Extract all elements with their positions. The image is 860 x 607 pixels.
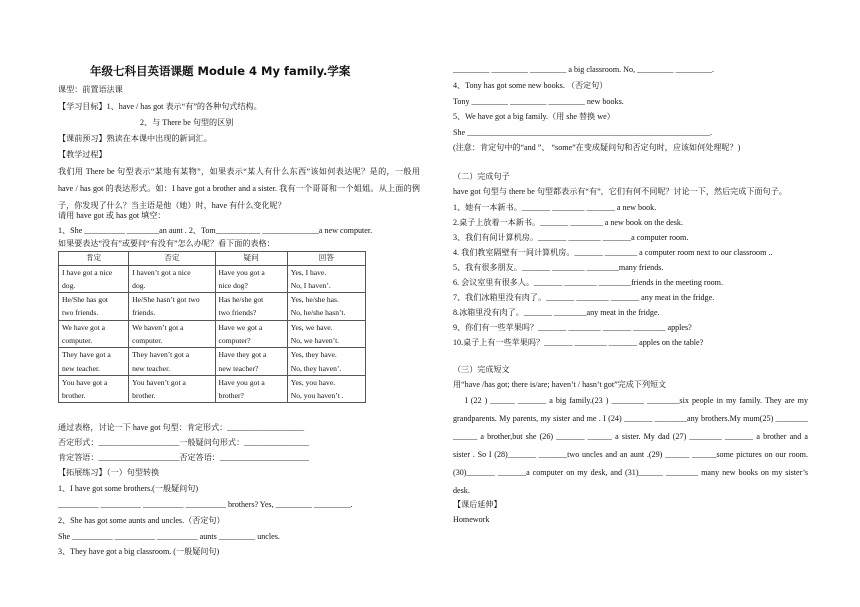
summary-answers: 肯定答语：____________________否定答语：______________________ — [58, 453, 309, 462]
table-header: 回答 — [287, 252, 365, 266]
exercise-1-blank: __________ __________ __________ __________ brothers? Yes, _________ _________. — [58, 500, 353, 509]
exercise-5: 5、We have got a big family.（用 she 替换 we） — [453, 112, 615, 121]
cloze-passage: I (22 ) ______ _______ a big family.(23 ) ________ ________six people in my family. They are my grandparents. My parents, my sister and me . I (24) _______ ________any brothers.My mum(25) ________ ______ a brother,but she (26) _______ ______ a sister. My dad (27) ________ _______ a brother and a sister . So I (28)_______ _______two uncles and an aunt .(29) ______ ______some pictures on our room. (30)_______ _______a computer on my desk, and (31)______ ________ many new books on my sister’s desk. — [453, 396, 808, 495]
sentence-1: 1、她有一本新书。_______ ________ _______ a new book. — [453, 203, 657, 212]
table-cell: I have got a nice dog. — [59, 265, 129, 293]
sentence-9: 9、你们有一些苹果吗？_______ ________ _______ ________ apples? — [453, 323, 692, 332]
exercise-4: 4、Tony has got some new books. （否定句） — [453, 81, 608, 90]
table-cell: Have you got a brother? — [215, 375, 287, 403]
fill-prompt: 请用 have got 或 has got 填空： — [58, 211, 166, 220]
goal-2: 2、与 There be 句型的区别 — [140, 118, 234, 127]
exercise-2-blank: She __________ __________ __________ aunts _________ uncles. — [58, 532, 280, 541]
intro-paragraph: 我们用 There be 句型表示“某地有某物”，如果表示“某人有什么东西”该如何表达呢？是的，一般用 have / has got 的表达形式。如：I have got a brother and a sister. 我有一个哥哥和一个姐姐。从上面的例子，你发现了什么？当主语是他（她）时，have 有什么变化呢？ — [58, 167, 420, 210]
exercise-2: 2、She has got some aunts and uncles.（否定句） — [58, 516, 225, 525]
section-3-heading: （三）完成短文 — [453, 365, 510, 374]
table-cell: Yes, we have. No, we haven’t. — [287, 320, 365, 348]
exercise-1: 1、I have got some brothers.(一般疑问句) — [58, 484, 199, 493]
table-header: 肯定 — [59, 252, 129, 266]
summary-affirmative: 通过表格，讨论一下 have got 句型：肯定形式：___________________ — [58, 423, 305, 432]
table-cell: You haven’t got a brother. — [129, 375, 215, 403]
exercise-3: 3、They have got a big classroom. (一般疑问句) — [58, 547, 220, 556]
table-cell: We haven’t got a computer. — [129, 320, 215, 348]
exercise-3-blank: _________ _________ _________ a big classroom. No, _________ _________. — [453, 65, 715, 74]
table-row — [59, 375, 366, 403]
sentence-4: 4. 我们教室隔壁有一间计算机房。_______ ________ a computer room next to our classroom .. — [453, 248, 773, 257]
table-header-row — [59, 252, 366, 266]
homework-label: Homework — [453, 515, 490, 524]
table-row — [59, 348, 366, 376]
sentence-10: 10.桌子上有一些苹果吗？_______ ________ _______ apples on the table? — [453, 338, 704, 347]
table-header: 否定 — [129, 252, 215, 266]
table-cell: They haven’t got a new teacher. — [129, 348, 215, 376]
table-cell: Yes, he/she has. No, he/she hasn’t. — [287, 293, 365, 321]
table-cell: Have they got a new teacher? — [215, 348, 287, 376]
sentence-2: 2.桌子上放着一本新书。_______ ________ a new book on the desk. — [453, 218, 683, 227]
sentence-3: 3、我们有间计算机房。_______ ________ _______a computer room. — [453, 233, 689, 242]
summary-negative: 否定形式：____________________一般疑问句形式：________________ — [58, 438, 309, 447]
table-cell: You have got a brother. — [59, 375, 129, 403]
goal-1: 【学习目标】1、have / has got 表示“有”的各种句式结构。 — [58, 102, 262, 111]
process-heading: 【教学过程】 — [58, 150, 107, 159]
table-cell: I haven’t got a nice dog. — [129, 265, 215, 293]
page-title: 年级七科目英语课题 Module 4 My family.学案 — [90, 64, 351, 78]
table-cell: He/She has got two friends. — [59, 293, 129, 321]
table-cell: Have you got a nice dog? — [215, 265, 287, 293]
preview: 【课前预习】熟读在本课中出现的新词汇。 — [58, 134, 212, 143]
have-got-table — [58, 251, 366, 403]
table-cell: Yes, I have. No, I haven’. — [287, 265, 365, 293]
section-2-intro: have got 句型与 there be 句型都表示有“有”，它们有何不同呢？讨论一下，然后完成下面句子。 — [453, 187, 787, 196]
table-row — [59, 320, 366, 348]
extension-heading: 【课后延伸】 — [453, 500, 502, 509]
table-row — [59, 293, 366, 321]
exercise-5-blank: She ____________________________________________________________. — [453, 128, 712, 137]
note: (注意：肯定句中的“and ”、 “some”在变成疑问句和否定句时，应该如何处理呢？) — [453, 143, 741, 152]
exercise-4-blank: Tony _________ _________ _________ new books. — [453, 97, 624, 106]
sentence-6: 6. 会议室里有很多人。_______ ________ ________friends in the meeting room. — [453, 278, 723, 287]
table-cell: They have got a new teacher. — [59, 348, 129, 376]
table-cell: He/She hasn’t got two friends. — [129, 293, 215, 321]
table-cell: Have we got a computer? — [215, 320, 287, 348]
section-2-heading: （二）完成句子 — [453, 172, 510, 181]
sentence-5: 5、我有很多朋友。_______ ________ ________many friends. — [453, 263, 664, 272]
table-cell: Yes, they have. No, they haven’. — [287, 348, 365, 376]
sentence-8: 8.冰箱里没有肉了。_______ ________any meat in the fridge. — [453, 308, 660, 317]
sentence-7: 7、我们冰箱里没有肉了。_______ ________ _______ any meat in the fridge. — [453, 293, 715, 302]
table-cell: We have got a computer. — [59, 320, 129, 348]
table-cell: Has he/she got two friends? — [215, 293, 287, 321]
lesson-type: 课型：前置语法课 — [58, 85, 123, 94]
table-cell: Yes, you have. No, you haven’t . — [287, 375, 365, 403]
practice-heading: 【拓展练习】（一）句型转换 — [58, 468, 160, 477]
fill-line: 1、She __________ ________an aunt . 2、Tom___________ ______________a new computer. — [58, 226, 373, 235]
table-header: 疑问 — [215, 252, 287, 266]
table-row — [59, 265, 366, 293]
section-3-intro: 用“have /has got; there is/are; haven’t / hasn’t got”完成下列短文 — [453, 380, 667, 389]
table-intro: 如果要表达“没有”或要问“有没有”怎么办呢？看下面的表格： — [58, 239, 275, 248]
